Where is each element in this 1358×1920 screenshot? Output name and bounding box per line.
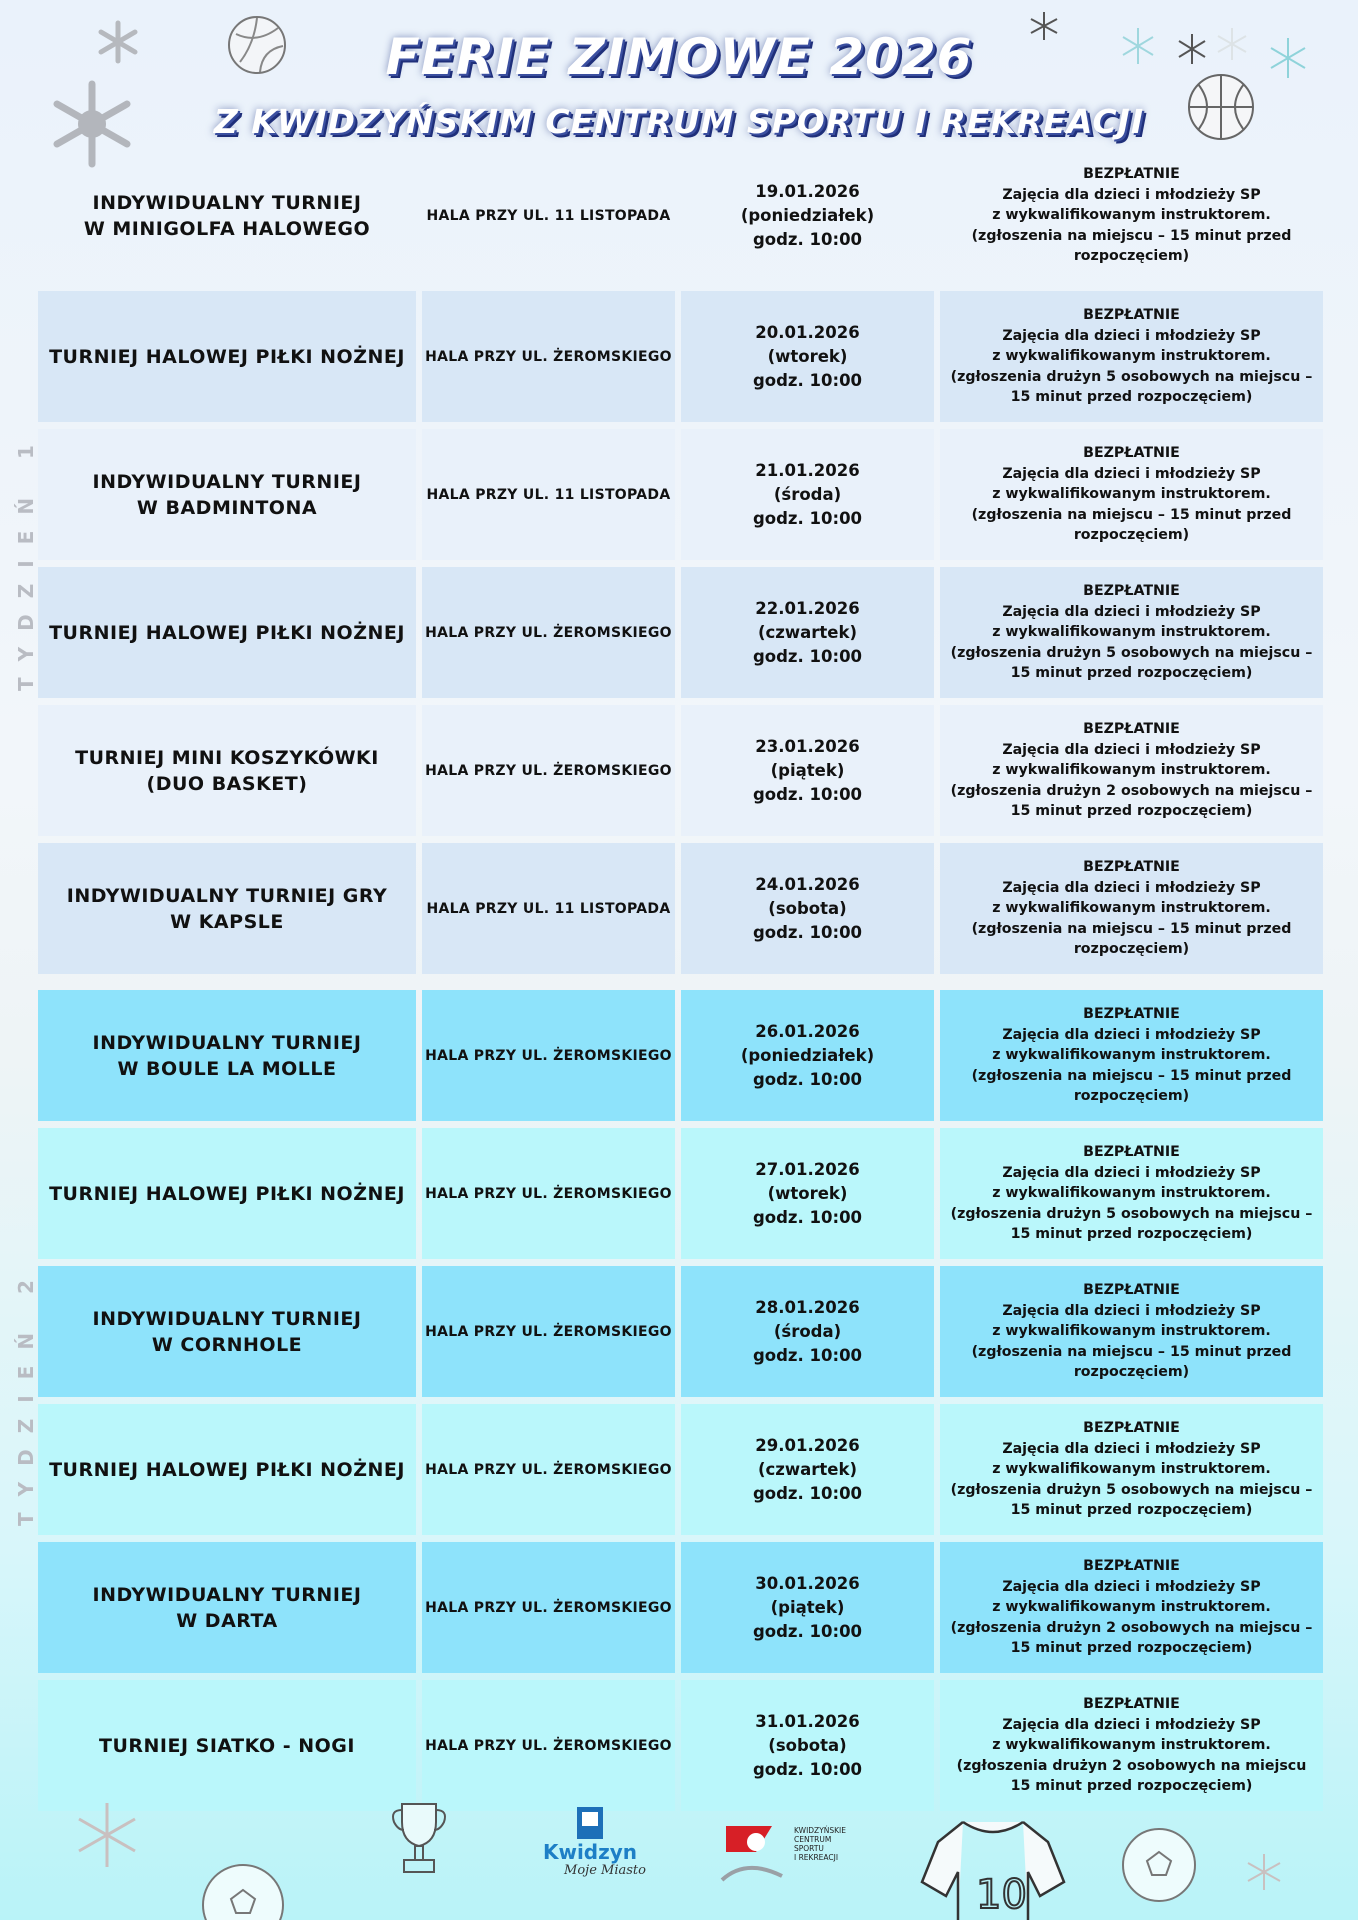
event-date-text: 26.01.2026 (poniedziałek) godz. 10:00: [740, 1021, 875, 1089]
football-bottom-left-icon: [200, 1862, 286, 1920]
event-name: [38, 1542, 416, 1673]
event-info: [940, 1680, 1323, 1811]
schedule-row: [38, 567, 1323, 698]
schedule-row: [38, 990, 1323, 1121]
event-date: [681, 429, 934, 560]
event-place-text: HALA PRZY UL. ŻEROMSKIEGO: [425, 762, 672, 779]
schedule-row: [38, 1128, 1323, 1259]
event-name-text: INDYWIDUALNY TURNIEJ GRY W KAPSLE: [66, 884, 388, 933]
event-date: [681, 1404, 934, 1535]
event-place: [422, 429, 675, 560]
event-place: [422, 150, 675, 281]
event-info-text: BEZPŁATNIE Zajęcia dla dzieci i młodzieży SP z wykwalifikowanym instruktorem. (zgłoszenia na miejscu – 15 minut przed rozpoczęciem): [971, 445, 1292, 544]
page-subtitle: Z KWIDZYŃSKIM CENTRUM SPORTU I REKREACJI: [213, 102, 1145, 141]
event-name-text: INDYWIDUALNY TURNIEJ W BOULE LA MOLLE: [92, 1031, 362, 1080]
event-name-text: INDYWIDUALNY TURNIEJ W CORNHOLE: [92, 1307, 362, 1356]
kwidzyn-book-icon: [575, 1805, 605, 1841]
event-place-text: HALA PRZY UL. 11 LISTOPADA: [426, 486, 671, 503]
schedule-row: [38, 1542, 1323, 1673]
event-info: [940, 150, 1323, 281]
kwidzyn-logo: [530, 1805, 650, 1878]
event-date-text: 28.01.2026 (środa) godz. 10:00: [752, 1297, 863, 1365]
event-name: [38, 291, 416, 422]
event-place-text: HALA PRZY UL. ŻEROMSKIEGO: [425, 1185, 672, 1202]
event-name: [38, 1266, 416, 1397]
event-place-text: HALA PRZY UL. ŻEROMSKIEGO: [425, 1047, 672, 1064]
event-name: [38, 990, 416, 1121]
event-info-text: BEZPŁATNIE Zajęcia dla dzieci i młodzieży SP z wykwalifikowanym instruktorem. (zgłoszenia na miejscu – 15 minut przed rozpoczęciem): [971, 859, 1292, 958]
football-bottom-right-icon: [1120, 1826, 1198, 1904]
event-info: [940, 1266, 1323, 1397]
schedule-row: [38, 291, 1323, 422]
week1-label: TYDZIEŃ 1: [14, 429, 38, 691]
event-place-text: HALA PRZY UL. ŻEROMSKIEGO: [425, 1737, 672, 1754]
event-date: [681, 291, 934, 422]
event-place: [422, 843, 675, 974]
event-date-text: 31.01.2026 (sobota) godz. 10:00: [752, 1711, 863, 1779]
svg-text:10: 10: [976, 1872, 1027, 1918]
event-name: [38, 1680, 416, 1811]
event-info: [940, 1404, 1323, 1535]
event-info: [940, 1128, 1323, 1259]
event-place: [422, 1680, 675, 1811]
event-info-text: BEZPŁATNIE Zajęcia dla dzieci i młodzieży SP z wykwalifikowanym instruktorem. (zgłoszenia drużyn 2 osobowych na miejscu – 15 minut przed rozpoczęciem): [950, 721, 1313, 820]
event-name: [38, 1404, 416, 1535]
snowflake-bottom-left-icon: [72, 1800, 142, 1870]
event-name: [38, 1128, 416, 1259]
event-date-text: 23.01.2026 (piątek) godz. 10:00: [752, 736, 863, 804]
event-place-text: HALA PRZY UL. 11 LISTOPADA: [426, 207, 671, 224]
event-date: [681, 1266, 934, 1397]
schedule-row: [38, 1680, 1323, 1811]
event-info: [940, 567, 1323, 698]
event-info-text: BEZPŁATNIE Zajęcia dla dzieci i młodzieży SP z wykwalifikowanym instruktorem. (zgłoszenia drużyn 5 osobowych na miejscu – 15 minut przed rozpoczęciem): [950, 583, 1313, 682]
event-name-text: TURNIEJ HALOWEJ PIŁKI NOŻNEJ: [49, 1182, 405, 1205]
event-info: [940, 705, 1323, 836]
event-name-text: TURNIEJ MINI KOSZYKÓWKI (DUO BASKET): [75, 746, 379, 795]
event-date-text: 21.01.2026 (środa) godz. 10:00: [752, 460, 863, 528]
kcsir-logo: [716, 1818, 856, 1890]
event-date: [681, 567, 934, 698]
event-info-text: BEZPŁATNIE Zajęcia dla dzieci i młodzieży SP z wykwalifikowanym instruktorem. (zgłoszenia drużyn 2 osobowych na miejscu 15 minut przed rozpoczęciem): [956, 1696, 1307, 1795]
event-place: [422, 567, 675, 698]
kcsir-logo-text: KWIDZYŃSKIE CENTRUM SPORTU I REKREACJI: [794, 1826, 847, 1862]
jersey-icon: [918, 1812, 1068, 1920]
kwidzyn-logo-sub: Moje Miasto: [564, 1863, 646, 1878]
event-name-text: TURNIEJ HALOWEJ PIŁKI NOŻNEJ: [49, 621, 405, 644]
event-name: [38, 150, 416, 281]
event-info: [940, 843, 1323, 974]
event-info: [940, 1542, 1323, 1673]
event-date-text: 20.01.2026 (wtorek) godz. 10:00: [752, 322, 863, 390]
event-date-text: 19.01.2026 (poniedziałek) godz. 10:00: [740, 181, 875, 249]
event-name-text: INDYWIDUALNY TURNIEJ W DARTA: [92, 1583, 362, 1632]
event-date: [681, 705, 934, 836]
event-info-text: BEZPŁATNIE Zajęcia dla dzieci i młodzieży SP z wykwalifikowanym instruktorem. (zgłoszenia drużyn 2 osobowych na miejscu – 15 minut przed rozpoczęciem): [950, 1558, 1313, 1657]
event-info-text: BEZPŁATNIE Zajęcia dla dzieci i młodzieży SP z wykwalifikowanym instruktorem. (zgłoszenia na miejscu – 15 minut przed rozpoczęciem): [971, 1282, 1292, 1381]
event-place: [422, 990, 675, 1121]
trophy-icon: [388, 1800, 450, 1878]
schedule-row: [38, 429, 1323, 560]
event-name: [38, 429, 416, 560]
event-place-text: HALA PRZY UL. ŻEROMSKIEGO: [425, 1461, 672, 1478]
event-date: [681, 1128, 934, 1259]
event-info-text: BEZPŁATNIE Zajęcia dla dzieci i młodzieży SP z wykwalifikowanym instruktorem. (zgłoszenia drużyn 5 osobowych na miejscu – 15 minut przed rozpoczęciem): [950, 1144, 1313, 1243]
event-name: [38, 843, 416, 974]
event-place-text: HALA PRZY UL. ŻEROMSKIEGO: [425, 1599, 672, 1616]
schedule-row: [38, 150, 1323, 281]
event-place: [422, 1404, 675, 1535]
event-info: [940, 291, 1323, 422]
event-info: [940, 990, 1323, 1121]
event-place: [422, 1266, 675, 1397]
event-place: [422, 1542, 675, 1673]
schedule-row: [38, 1266, 1323, 1397]
event-name-text: TURNIEJ HALOWEJ PIŁKI NOŻNEJ: [49, 1458, 405, 1481]
event-date-text: 27.01.2026 (wtorek) godz. 10:00: [752, 1159, 863, 1227]
event-date-text: 22.01.2026 (czwartek) godz. 10:00: [752, 598, 863, 666]
event-info: [940, 429, 1323, 560]
event-date-text: 30.01.2026 (piątek) godz. 10:00: [752, 1573, 863, 1641]
event-info-text: BEZPŁATNIE Zajęcia dla dzieci i młodzieży SP z wykwalifikowanym instruktorem. (zgłoszenia na miejscu – 15 minut przed rozpoczęciem): [971, 166, 1292, 265]
event-name: [38, 567, 416, 698]
event-info-text: BEZPŁATNIE Zajęcia dla dzieci i młodzieży SP z wykwalifikowanym instruktorem. (zgłoszenia drużyn 5 osobowych na miejscu – 15 minut przed rozpoczęciem): [950, 1420, 1313, 1519]
event-date-text: 29.01.2026 (czwartek) godz. 10:00: [752, 1435, 863, 1503]
event-date: [681, 1680, 934, 1811]
event-place: [422, 1128, 675, 1259]
week2-label: TYDZIEŃ 2: [14, 1264, 38, 1526]
event-date: [681, 990, 934, 1121]
event-info-text: BEZPŁATNIE Zajęcia dla dzieci i młodzieży SP z wykwalifikowanym instruktorem. (zgłoszenia na miejscu – 15 minut przed rozpoczęciem): [971, 1006, 1292, 1105]
kwidzyn-logo-text: Kwidzyn: [542, 1840, 638, 1864]
event-place-text: HALA PRZY UL. ŻEROMSKIEGO: [425, 348, 672, 365]
schedule-row: [38, 1404, 1323, 1535]
event-name-text: INDYWIDUALNY TURNIEJ W BADMINTONA: [92, 470, 362, 519]
event-date: [681, 150, 934, 281]
event-place-text: HALA PRZY UL. ŻEROMSKIEGO: [425, 624, 672, 641]
kcsir-emblem-icon: [716, 1818, 788, 1890]
schedule-row: [38, 843, 1323, 974]
event-info-text: BEZPŁATNIE Zajęcia dla dzieci i młodzieży SP z wykwalifikowanym instruktorem. (zgłoszenia drużyn 5 osobowych na miejscu – 15 minut przed rozpoczęciem): [950, 307, 1313, 406]
event-name: [38, 705, 416, 836]
event-name-text: INDYWIDUALNY TURNIEJ W MINIGOLFA HALOWEGO: [83, 191, 371, 240]
event-place: [422, 291, 675, 422]
event-name-text: TURNIEJ SIATKO - NOGI: [99, 1734, 355, 1757]
event-place: [422, 705, 675, 836]
event-date-text: 24.01.2026 (sobota) godz. 10:00: [752, 874, 863, 942]
page-title: FERIE ZIMOWE 2026: [385, 28, 973, 86]
event-date: [681, 843, 934, 974]
event-date: [681, 1542, 934, 1673]
snowflake-bottom-right-icon: [1244, 1852, 1284, 1892]
event-place-text: HALA PRZY UL. 11 LISTOPADA: [426, 900, 671, 917]
schedule-row: [38, 705, 1323, 836]
event-name-text: TURNIEJ HALOWEJ PIŁKI NOŻNEJ: [49, 345, 405, 368]
event-place-text: HALA PRZY UL. ŻEROMSKIEGO: [425, 1323, 672, 1340]
